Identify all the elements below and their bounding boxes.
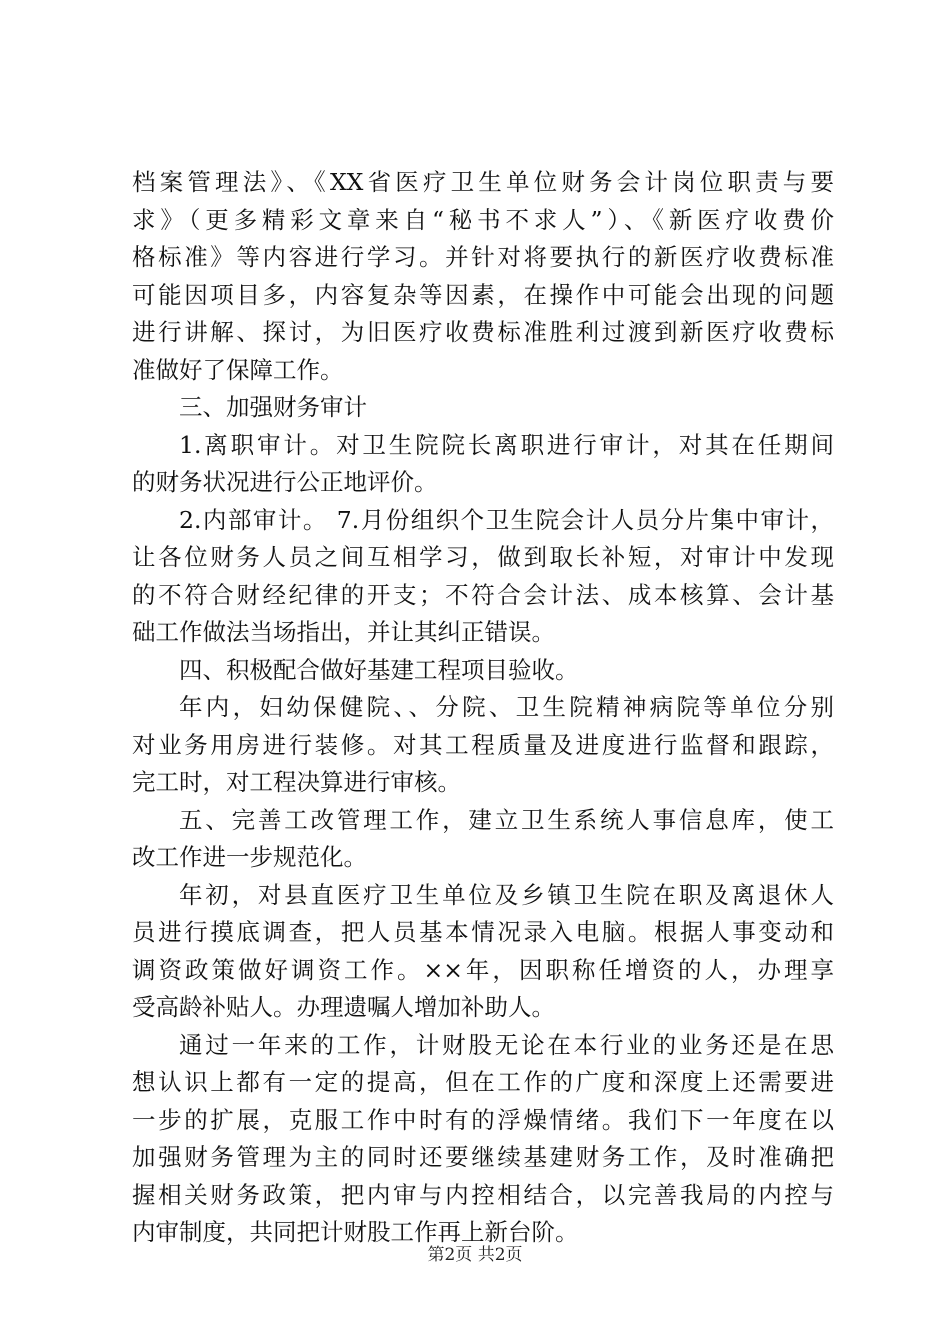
text-line: 准做好了保障工作。 — [132, 355, 344, 384]
text-line: 受高龄补贴人。办理遗嘱人增加补助人。 — [132, 993, 555, 1021]
section-heading: 三、加强财务审计 — [179, 393, 367, 421]
text-line: 内审制度，共同把计财股工作再上新台阶。 — [132, 1218, 579, 1246]
text-line: 通过一年来的工作，计财股无论在本行业的业务还是在思 — [179, 1030, 834, 1059]
text-line: 1.离职审计。对卫生院院长离职进行审计，对其在任期间 — [179, 430, 834, 459]
section-heading: 四、积极配合做好基建工程项目验收。 — [179, 655, 579, 684]
document-body — [132, 164, 834, 1252]
text-line: 年初，对县直医疗卫生单位及乡镇卫生院在职及离退休人 — [179, 880, 834, 909]
text-line: 加强财务管理为主的同时还要继续基建财务工作，及时准确把 — [132, 1143, 834, 1171]
section-heading: 五、完善工改管理工作，建立卫生系统人事信息库，使工 — [179, 805, 834, 834]
text-line: 础工作做法当场指出，并让其纠正错误。 — [132, 618, 555, 646]
text-line: 对业务用房进行装修。对其工程质量及进度进行监督和跟踪， — [132, 730, 834, 759]
text-line: 员进行摸底调查，把人员基本情况录入电脑。根据人事变动和 — [132, 918, 834, 946]
text-line: 求》（更多精彩文章来自“秘书不求人”）、《新医疗收费价 — [132, 205, 834, 234]
text-line: 完工时，对工程决算进行审核。 — [132, 768, 461, 796]
text-line: 的财务状况进行公正地评价。 — [132, 468, 438, 496]
text-line: 年内，妇幼保健院、、分院、卫生院精神病院等单位分别 — [179, 693, 834, 721]
page-footer: 第2页 共2页 — [427, 1245, 523, 1265]
text-line: 想认识上都有一定的提高，但在工作的广度和深度上还需要进 — [132, 1068, 834, 1096]
text-line: 一步的扩展，克服工作中时有的浮燥情绪。我们下一年度在以 — [132, 1105, 834, 1134]
text-line: 握相关财务政策，把内审与内控相结合，以完善我局的内控与 — [132, 1180, 834, 1209]
text-line: 调资政策做好调资工作。××年，因职称任增资的人，办理享 — [132, 955, 834, 984]
text-line: 档案管理法》、《XX省医疗卫生单位财务会计岗位职责与要 — [132, 168, 834, 196]
text-line: 让各位财务人员之间互相学习，做到取长补短，对审计中发现 — [132, 543, 834, 571]
text-line: 的不符合财经纪律的开支；不符合会计法、成本核算、会计基 — [132, 580, 834, 609]
text-line: 可能因项目多，内容复杂等因素，在操作中可能会出现的问题 — [132, 280, 834, 309]
text-line: 进行讲解、探讨，为旧医疗收费标准胜利过渡到新医疗收费标 — [132, 318, 834, 346]
text-line: 改工作进一步规范化。 — [132, 843, 367, 871]
text-line: 2.内部审计。 7.月份组织个卫生院会计人员分片集中审计， — [179, 505, 834, 534]
text-line: 格标准》等内容进行学习。并针对将要执行的新医疗收费标准 — [132, 243, 834, 271]
